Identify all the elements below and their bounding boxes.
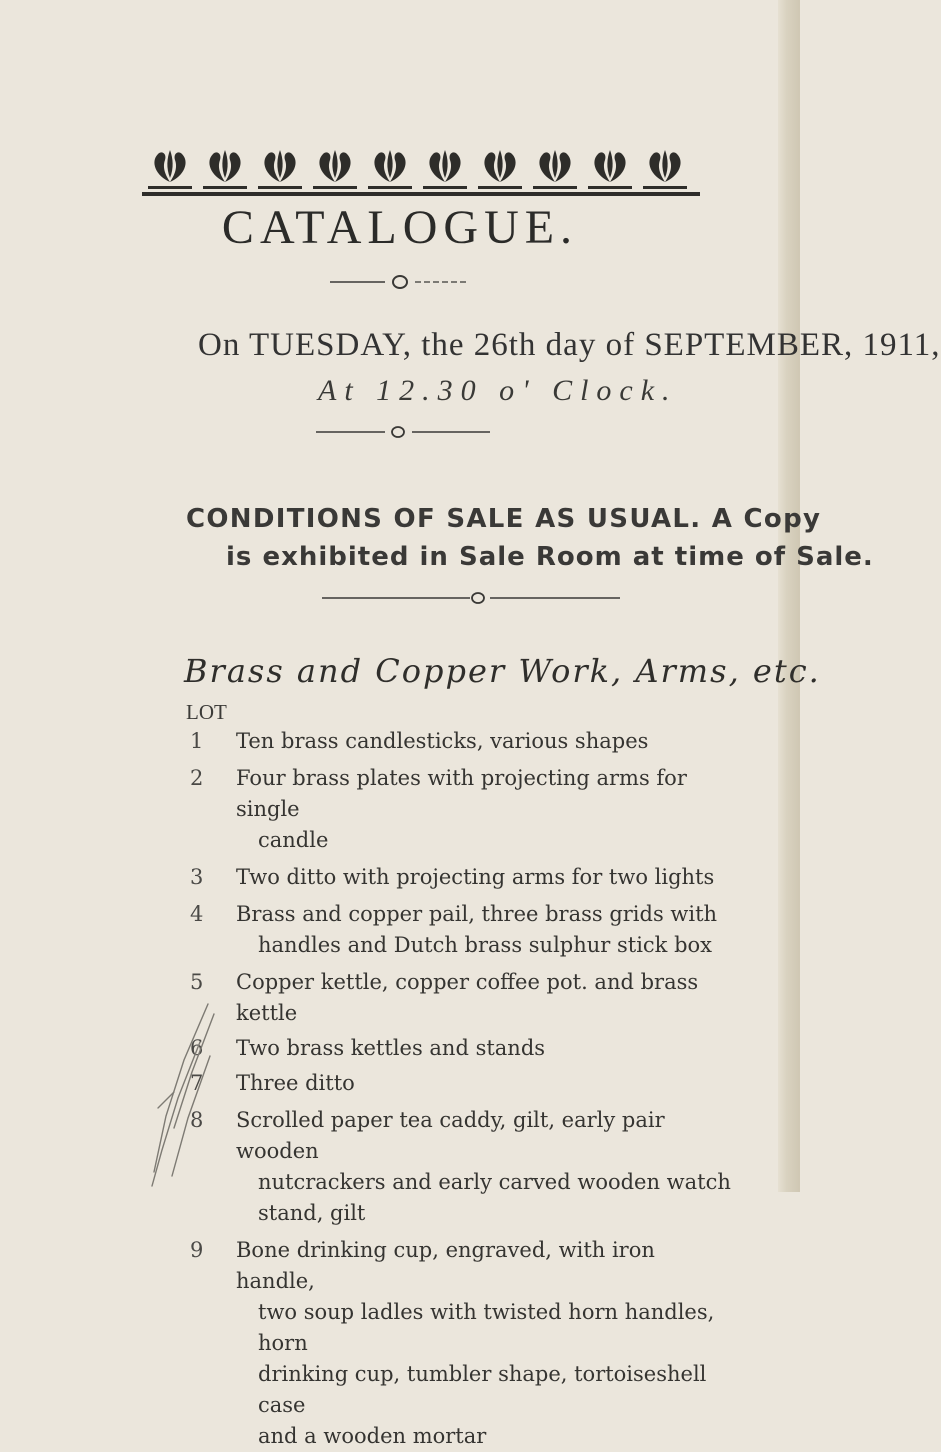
lot-description-line: Two ditto with projecting arms for two lights (236, 865, 715, 889)
lot-description-line: Bone drinking cup, engraved, with iron handle, (236, 1238, 655, 1293)
lot-description-line: nutcrackers and early carved wooden watch (258, 1170, 731, 1194)
lot-item (180, 1068, 740, 1099)
lot-description (236, 1068, 740, 1099)
lot-number: 6 (190, 1036, 204, 1060)
lot-column-label: LOT (186, 700, 227, 724)
divider-ornament-1 (0, 274, 800, 290)
lot-description-line: Three ditto (236, 1071, 355, 1095)
divider-ornament-2 (0, 424, 800, 440)
conditions-of-sale (186, 500, 874, 576)
lot-description (236, 1033, 740, 1064)
lot-item (180, 1235, 740, 1452)
lot-item (180, 763, 740, 856)
lot-description-line: candle (258, 828, 329, 852)
lot-description-line: Two brass kettles and stands (236, 1036, 546, 1060)
lot-item (180, 726, 740, 757)
pencil-annotation-icon (148, 1000, 220, 1190)
lot-item (180, 1105, 740, 1229)
lot-description-line: Brass and copper pail, three brass grids with (236, 902, 718, 926)
lot-description (236, 899, 740, 961)
lot-description-line: and a wooden mortar (258, 1424, 487, 1448)
divider-ornament-3 (0, 590, 800, 606)
lot-number: 7 (190, 1071, 204, 1095)
lot-number: 8 (190, 1108, 204, 1132)
lot-item (180, 899, 740, 961)
lot-description (236, 862, 740, 893)
lot-description (236, 726, 740, 757)
lot-description-line: Scrolled paper tea caddy, gilt, early pair wooden (236, 1108, 665, 1163)
lot-description-line: Copper kettle, copper coffee pot. and brass kettle (236, 970, 699, 1025)
lot-description (236, 1105, 740, 1229)
lot-description-line: Four brass plates with projecting arms for single (236, 766, 687, 821)
lot-item (180, 967, 740, 1029)
lot-description (236, 967, 740, 1029)
sale-date: On TUESDAY, the 26th day of SEPTEMBER, 1911, (198, 327, 941, 363)
section-heading: Brass and Copper Work, Arms, etc. (184, 652, 821, 690)
lot-number: 2 (190, 766, 204, 790)
lot-number: 3 (190, 865, 204, 889)
lot-number: 4 (190, 902, 204, 926)
lot-description-line: handles and Dutch brass sulphur stick box (258, 933, 713, 957)
lot-number: 5 (190, 970, 204, 994)
lot-description-line: stand, gilt (258, 1201, 366, 1225)
lot-description (236, 1235, 740, 1452)
ornament-rule (142, 192, 700, 196)
lot-description-line: Ten brass candlesticks, various shapes (236, 729, 649, 753)
lot-list (180, 726, 740, 1452)
lot-description (236, 763, 740, 856)
lot-number: 9 (190, 1238, 204, 1262)
lot-description-line: drinking cup, tumbler shape, tortoiseshell case (258, 1362, 707, 1417)
lot-description-line: two soup ladles with twisted horn handles, horn (258, 1300, 715, 1355)
fleuron-ornament-icon (142, 148, 700, 190)
lot-item (180, 1033, 740, 1064)
lot-item (180, 862, 740, 893)
lot-number: 1 (190, 729, 204, 753)
catalogue-title: CATALOGUE. (221, 201, 579, 254)
sale-time: At 12.30 o' Clock. (318, 374, 678, 407)
conditions-line-1: CONDITIONS OF SALE AS USUAL. A Copy (186, 504, 822, 534)
conditions-line-2: is exhibited in Sale Room at time of Sale. (226, 542, 874, 572)
